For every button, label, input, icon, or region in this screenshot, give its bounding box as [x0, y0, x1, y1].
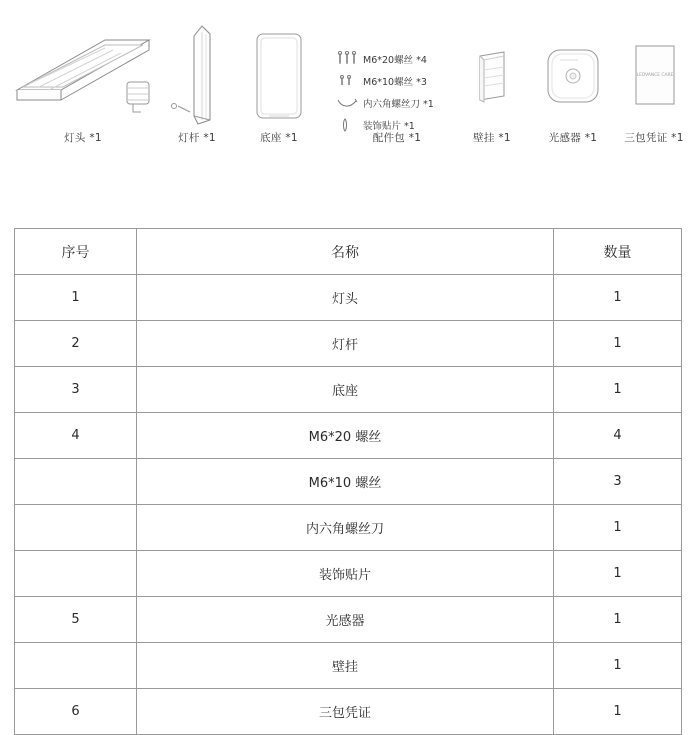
cell-quantity: 1 [554, 597, 682, 643]
cell-quantity: 1 [554, 551, 682, 597]
cell-index: 4 [15, 413, 137, 459]
table-header-row [15, 229, 682, 275]
cell-name: 光感器 [137, 597, 554, 643]
cell-quantity: 3 [554, 459, 682, 505]
base-illustration [236, 20, 322, 130]
table-row [15, 275, 682, 321]
part-caption: 配件包 *1 [372, 132, 422, 144]
table-row [15, 459, 682, 505]
part-wall-mount [456, 20, 528, 145]
part-caption: 灯杆 *1 [178, 132, 216, 144]
accessory-label: 装饰贴片 *1 [363, 121, 415, 132]
cell-name: 底座 [137, 367, 554, 413]
accessory-label: M6*10螺丝 *3 [363, 77, 427, 88]
cell-name: 灯头 [137, 275, 554, 321]
svg-text:LEDVANCE CARE: LEDVANCE CARE [636, 73, 674, 78]
hex-key-icon [335, 95, 361, 111]
bill-of-materials-table [14, 228, 681, 735]
cell-name: M6*10 螺丝 [137, 459, 554, 505]
table-row [15, 367, 682, 413]
header-quantity: 数量 [554, 229, 682, 275]
cell-index: 6 [15, 689, 137, 735]
part-warranty-card [614, 20, 694, 145]
cell-name: 内六角螺丝刀 [137, 505, 554, 551]
part-lamp-pole [158, 20, 236, 145]
accessory-item [335, 70, 465, 92]
part-caption: 三包凭证 *1 [624, 132, 684, 144]
cell-quantity: 1 [554, 643, 682, 689]
cell-index [15, 505, 137, 551]
cell-name: 三包凭证 [137, 689, 554, 735]
header-index: 序号 [15, 229, 137, 275]
table-row [15, 643, 682, 689]
cell-name: 装饰贴片 [137, 551, 554, 597]
wall-mount-illustration [456, 20, 528, 130]
accessory-item [335, 92, 465, 114]
accessory-label: M6*20螺丝 *4 [363, 55, 427, 66]
screws-icon [335, 73, 361, 89]
cell-name: 灯杆 [137, 321, 554, 367]
part-caption: 壁挂 *1 [473, 132, 511, 144]
cell-index [15, 643, 137, 689]
cell-quantity: 1 [554, 689, 682, 735]
cell-quantity: 1 [554, 505, 682, 551]
screws-icon [335, 51, 361, 67]
cell-name: 壁挂 [137, 643, 554, 689]
part-base [236, 20, 322, 145]
lamp-pole-illustration [158, 20, 236, 130]
accessory-list [335, 48, 465, 136]
cell-name: M6*20 螺丝 [137, 413, 554, 459]
cell-index [15, 459, 137, 505]
cell-index: 5 [15, 597, 137, 643]
accessory-label: 内六角螺丝刀 *1 [363, 99, 434, 110]
accessory-item [335, 48, 465, 70]
cell-quantity: 1 [554, 275, 682, 321]
part-lamp-head [8, 20, 158, 145]
cell-index [15, 551, 137, 597]
cell-index: 3 [15, 367, 137, 413]
part-light-sensor [530, 20, 616, 145]
part-caption: 灯头 *1 [64, 132, 102, 144]
sticker-icon [335, 117, 361, 133]
table-row [15, 597, 682, 643]
lamp-head-illustration [8, 20, 158, 130]
cell-quantity: 1 [554, 367, 682, 413]
accessory-item [335, 114, 465, 136]
light-sensor-illustration [530, 20, 616, 130]
part-caption: 底座 *1 [260, 132, 298, 144]
parts-illustration-strip [0, 0, 695, 200]
table-row [15, 413, 682, 459]
cell-quantity: 4 [554, 413, 682, 459]
table-row [15, 505, 682, 551]
warranty-card-illustration [614, 20, 694, 130]
cell-index: 1 [15, 275, 137, 321]
header-name: 名称 [137, 229, 554, 275]
table-row [15, 551, 682, 597]
cell-quantity: 1 [554, 321, 682, 367]
part-caption: 光感器 *1 [548, 132, 598, 144]
cell-index: 2 [15, 321, 137, 367]
table-row [15, 321, 682, 367]
